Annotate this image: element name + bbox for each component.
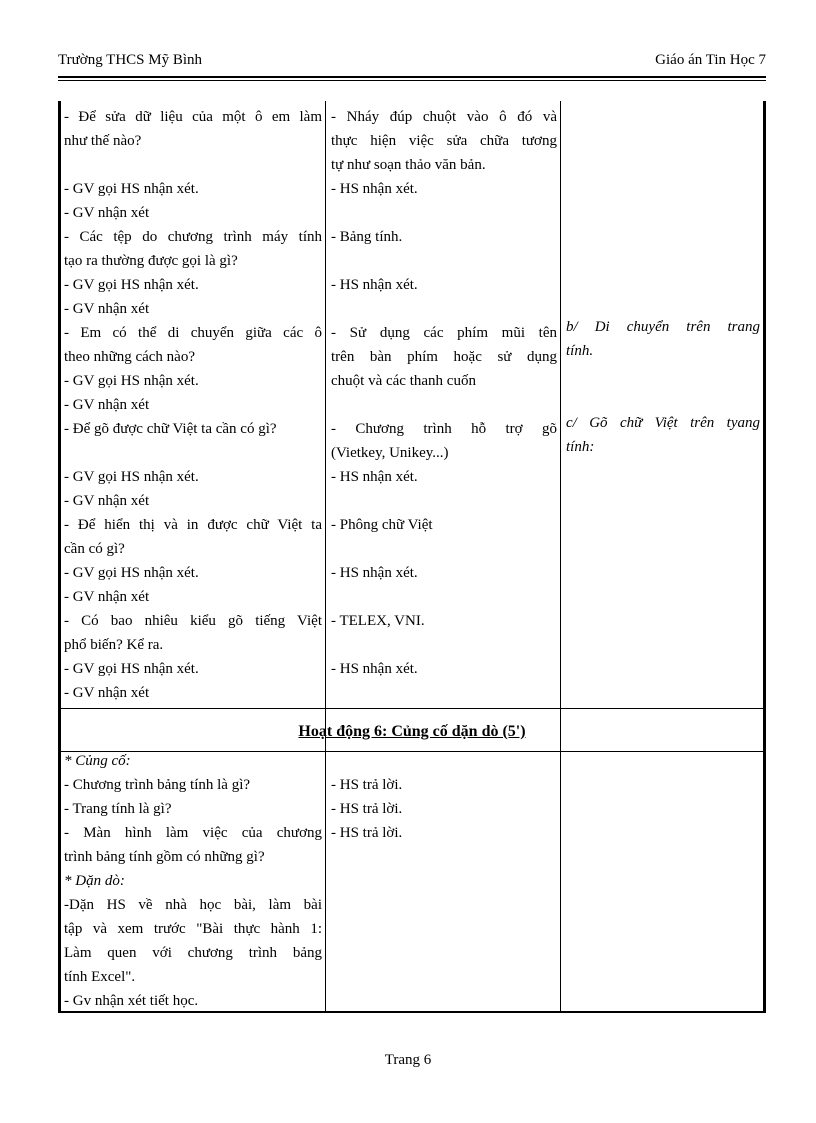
homework-line: -Dặn HS về nhà học bài, làm bài <box>64 897 322 913</box>
student-line: - TELEX, VNI. <box>331 613 425 629</box>
header-rule <box>58 76 766 78</box>
teacher-line: - GV gọi HS nhận xét. <box>64 373 199 389</box>
student-line: tự như soạn thảo văn bản. <box>331 157 486 173</box>
teacher-line: - GV nhận xét <box>64 685 150 701</box>
consolidation-line: - Chương trình bảng tính là gì? <box>64 777 251 793</box>
answer-line: - HS trả lời. <box>331 801 403 817</box>
row-divider <box>58 708 766 709</box>
content-line: tính: <box>566 439 595 455</box>
teacher-line: - Em có thể di chuyển giữa các ô <box>64 325 322 341</box>
page-header <box>58 52 766 76</box>
teacher-line: - Để gõ được chữ Việt ta cần có gì? <box>64 421 277 437</box>
content-line: c/ Gõ chữ Việt trên tyang <box>566 415 760 431</box>
header-rule-thin <box>58 80 766 81</box>
content-line: tính. <box>566 343 594 359</box>
column-divider <box>325 101 326 1013</box>
teacher-line: - Để sửa dữ liệu của một ô em làm <box>64 109 322 125</box>
table-border-right <box>763 101 766 1013</box>
teacher-line: - GV nhận xét <box>64 301 150 317</box>
homework-line: - Gv nhận xét tiết học. <box>64 993 199 1009</box>
consolidation-line: trình bảng tính gồm có những gì? <box>64 849 265 865</box>
student-line: - HS nhận xét. <box>331 661 418 677</box>
student-line: - Nháy đúp chuột vào ô đó và <box>331 109 557 125</box>
student-line: - HS nhận xét. <box>331 277 418 293</box>
activity-title: Hoạt động 6: Củng cố dặn dò (5') <box>298 723 526 740</box>
student-line: thực hiện việc sửa chữa tương <box>331 133 557 149</box>
teacher-line: - GV nhận xét <box>64 589 150 605</box>
teacher-line: - GV gọi HS nhận xét. <box>64 661 199 677</box>
teacher-line: như thế nào? <box>64 133 142 149</box>
subject-title: Giáo án Tin Học 7 <box>655 52 766 68</box>
table-border-left <box>58 101 61 1013</box>
student-line: chuột và các thanh cuốn <box>331 373 476 389</box>
teacher-line: theo những cách nào? <box>64 349 195 365</box>
teacher-line: - Để hiển thị và in được chữ Việt ta <box>64 517 322 533</box>
column-divider <box>560 101 561 1013</box>
teacher-line: - GV gọi HS nhận xét. <box>64 277 199 293</box>
teacher-line: - Các tệp do chương trình máy tính <box>64 229 322 245</box>
consolidation-line: - Màn hình làm việc của chương <box>64 825 322 841</box>
teacher-line: - GV gọi HS nhận xét. <box>64 181 199 197</box>
teacher-line: - GV nhận xét <box>64 493 150 509</box>
student-line: - Bảng tính. <box>331 229 403 245</box>
teacher-line: - GV nhận xét <box>64 397 150 413</box>
homework-line: Làm quen với chương trình bảng <box>64 945 322 961</box>
consolidation-heading: * Củng cố: <box>64 753 131 769</box>
content-line: b/ Di chuyển trên trang <box>566 319 760 335</box>
page-number: Trang 6 <box>384 1052 432 1068</box>
student-line: (Vietkey, Unikey...) <box>331 445 449 461</box>
student-line: - Chương trình hỗ trợ gõ <box>331 421 557 437</box>
teacher-line: tạo ra thường được gọi là gì? <box>64 253 238 269</box>
lesson-table <box>58 101 766 1013</box>
answer-line: - HS trả lời. <box>331 777 403 793</box>
teacher-line: cần có gì? <box>64 541 125 557</box>
homework-heading: * Dặn dò: <box>64 873 125 889</box>
homework-line: tính Excel". <box>64 969 136 985</box>
student-line: - HS nhận xét. <box>331 565 418 581</box>
student-line: - HS nhận xét. <box>331 181 418 197</box>
teacher-line: - GV gọi HS nhận xét. <box>64 469 199 485</box>
teacher-line: - Có bao nhiêu kiểu gõ tiếng Việt <box>64 613 322 629</box>
homework-line: tập và xem trước "Bài thực hành 1: <box>64 921 322 937</box>
student-line: trên bàn phím hoặc sử dụng <box>331 349 557 365</box>
teacher-line: phổ biến? Kể ra. <box>64 637 164 653</box>
school-name: Trường THCS Mỹ Bình <box>58 52 203 68</box>
answer-line: - HS trả lời. <box>331 825 403 841</box>
student-line: - Sử dụng các phím mũi tên <box>331 325 557 341</box>
student-line: - HS nhận xét. <box>331 469 418 485</box>
student-line: - Phông chữ Việt <box>331 517 433 533</box>
consolidation-line: - Trang tính là gì? <box>64 801 172 817</box>
teacher-line: - GV nhận xét <box>64 205 150 221</box>
teacher-line: - GV gọi HS nhận xét. <box>64 565 199 581</box>
